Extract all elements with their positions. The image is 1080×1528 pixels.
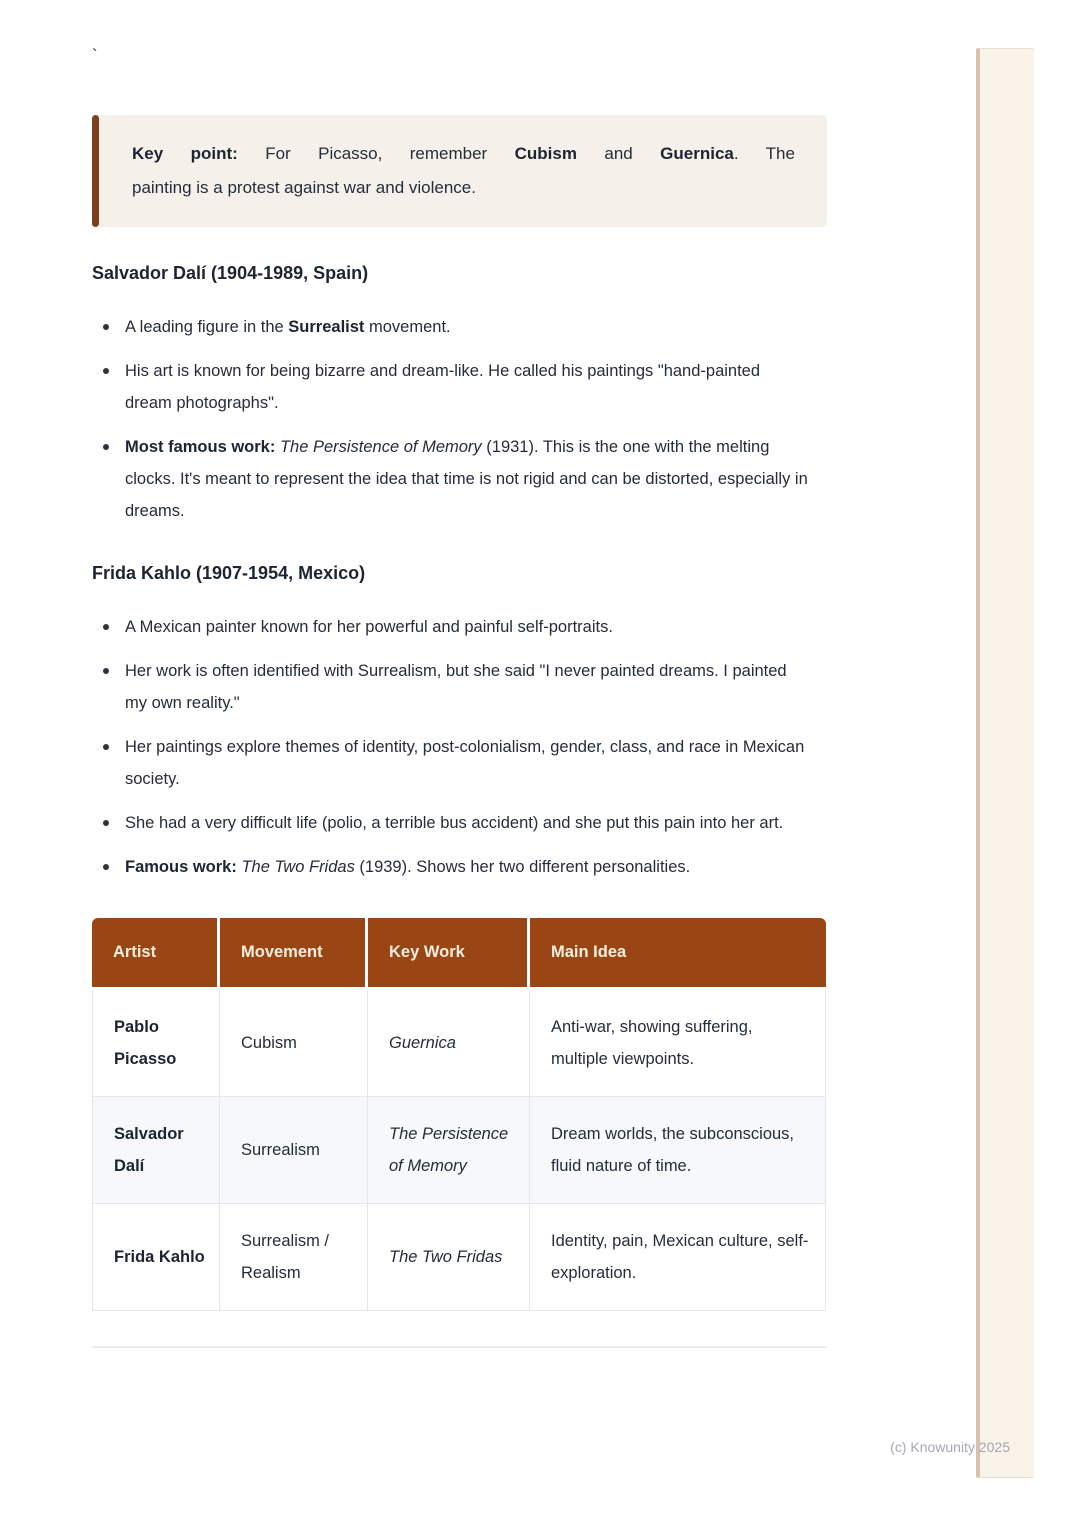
list-item: A Mexican painter known for her powerful and painful self-portraits. (92, 611, 827, 643)
section-heading-kahlo: Frida Kahlo (1907-1954, Mexico) (92, 563, 366, 583)
col-header-artist: Artist (92, 918, 220, 990)
artist-comparison-table (92, 918, 826, 1311)
copyright-watermark: (c) Knowunity 2025 (890, 1439, 1010, 1455)
cell-movement: Surrealism (220, 1096, 368, 1203)
cell-main-idea: Dream worlds, the subconscious, fluid nature of time. (530, 1096, 826, 1203)
cell-key-work: Guernica (368, 990, 530, 1096)
list-item: A leading figure in the Surrealist movement. (92, 311, 827, 343)
cell-artist: Frida Kahlo (92, 1203, 220, 1311)
callout-line-2: painting is a protest against war and violence. (132, 178, 476, 197)
col-header-key-work: Key Work (368, 918, 530, 990)
cell-key-work: The Persistence of Memory (368, 1096, 530, 1203)
list-item: Her paintings explore themes of identity, post-colonialism, gender, class, and race in Mexican society. (92, 731, 827, 795)
cell-artist: Pablo Picasso (92, 990, 220, 1096)
cell-movement: Cubism (220, 990, 368, 1096)
content-column (92, 0, 827, 1348)
table-header-row (92, 918, 826, 990)
col-header-main-idea: Main Idea (530, 918, 826, 990)
dali-bullet-list (92, 311, 827, 527)
list-item: Her work is often identified with Surrealism, but she said "I never painted dreams. I painted my own reality." (92, 655, 827, 719)
callout-line-1: Key point: For Picasso, remember Cubism and Guernica. The (132, 144, 795, 163)
callout-label: Key point: (132, 144, 238, 163)
col-header-movement: Movement (220, 918, 368, 990)
decorative-side-stripe (976, 48, 1034, 1478)
footer-divider (92, 1346, 827, 1348)
cell-movement: Surrealism / Realism (220, 1203, 368, 1311)
table-row (92, 990, 826, 1096)
stray-backtick: ` (92, 46, 98, 65)
table-row (92, 1203, 826, 1311)
section-heading-dali: Salvador Dalí (1904-1989, Spain) (92, 263, 369, 283)
key-point-callout (92, 115, 827, 227)
list-item: His art is known for being bizarre and dream-like. He called his paintings "hand-painted dream photographs". (92, 355, 827, 419)
kahlo-bullet-list (92, 611, 827, 883)
cell-main-idea: Anti-war, showing suffering, multiple viewpoints. (530, 990, 826, 1096)
list-item: Most famous work: The Persistence of Memory (1931). This is the one with the melting clocks. It's meant to represent the idea that time is not rigid and can be distorted, especially in dreams. (92, 431, 827, 527)
table-row (92, 1096, 826, 1203)
list-item: Famous work: The Two Fridas (1939). Shows her two different personalities. (92, 851, 827, 883)
cell-artist: Salvador Dalí (92, 1096, 220, 1203)
cell-key-work: The Two Fridas (368, 1203, 530, 1311)
cell-main-idea: Identity, pain, Mexican culture, self-exploration. (530, 1203, 826, 1311)
artist-comparison-table-wrap (92, 918, 827, 1311)
callout-accent-bar (92, 115, 99, 227)
list-item: She had a very difficult life (polio, a terrible bus accident) and she put this pain into her art. (92, 807, 827, 839)
